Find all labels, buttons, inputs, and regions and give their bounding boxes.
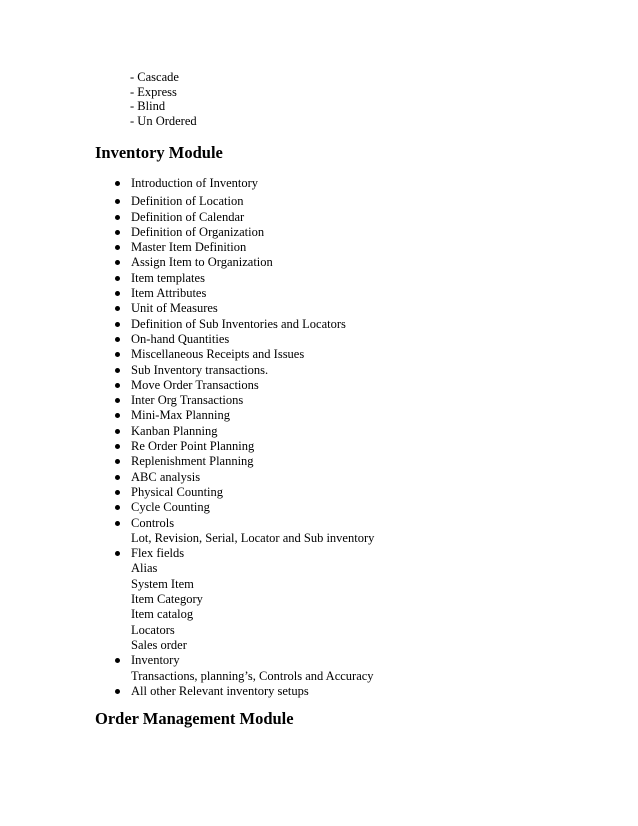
list-item [0,332,374,347]
list-item-label: Introduction of Inventory [131,176,259,190]
list-item-subline: Sales order [131,637,187,652]
list-item [0,240,374,255]
list-item-label: Sub Inventory transactions. [131,362,269,377]
list-item [0,684,374,699]
list-item-label: Definition of Sub Inventories and Locators [131,316,346,331]
list-item [0,500,374,515]
list-item [0,317,374,332]
list-item [0,653,374,684]
dash-item: - Un Ordered [130,113,197,128]
list-item [0,470,374,485]
list-item [0,194,374,209]
list-item [0,424,374,439]
list-item [0,210,374,225]
inventory-topic-list [0,176,374,699]
list-item-label: On-hand Quantities [131,331,230,346]
list-item-subline: Alias [131,561,158,576]
list-item-label: Assign Item to Organization [131,255,273,270]
bullet-icon [115,521,120,526]
list-item-subline: Locators [131,622,175,637]
bullet-icon [115,199,120,204]
bullet-icon [115,658,120,663]
inventory-module-heading: Inventory Module [95,143,223,162]
list-item-label: Inventory [131,653,180,668]
list-item-label: Controls [131,515,175,530]
list-item [0,378,374,393]
bullet-icon [115,459,120,464]
list-item [0,546,374,653]
list-item-label: Mini-Max Planning [131,408,230,423]
list-item [0,393,374,408]
list-item [0,286,374,301]
list-item-label: ABC analysis [131,469,201,484]
list-item-subline: Transactions, planning’s, Controls and Accuracy [131,668,374,683]
list-item [0,363,374,378]
bullet-icon [115,181,120,186]
list-item-label: Item templates [131,270,205,285]
bullet-icon [115,368,120,373]
list-item [0,516,374,547]
receipt-routing-list [130,70,197,128]
list-item-label: Master Item Definition [131,240,247,255]
list-item-label: Item Attributes [131,286,207,301]
dash-item: - Blind [130,99,166,114]
list-item-subline: Lot, Revision, Serial, Locator and Sub inventory [131,530,375,545]
list-item-label: Definition of Organization [131,224,265,239]
list-item-subline: Item Category [131,592,203,607]
list-item [0,485,374,500]
list-item [0,439,374,454]
list-item-label: Move Order Transactions [131,377,259,392]
list-item [0,408,374,423]
list-item-subline: Item catalog [131,607,194,622]
list-item-label: Kanban Planning [131,423,218,438]
bullet-icon [115,245,120,250]
bullet-icon [115,230,120,235]
bullet-icon [115,383,120,388]
bullet-icon [115,260,120,265]
list-item-label: Definition of Location [131,194,244,209]
bullet-icon [115,398,120,403]
bullet-icon [115,413,120,418]
list-item-subline: System Item [131,576,194,591]
bullet-icon [115,337,120,342]
bullet-icon [115,291,120,296]
dash-item: - Express [130,84,177,99]
list-item-label: Definition of Calendar [131,209,245,224]
list-item [0,347,374,362]
list-item-label: Replenishment Planning [131,454,254,469]
bullet-icon [115,689,120,694]
list-item [0,454,374,469]
list-item [0,271,374,286]
list-item [0,255,374,270]
list-item [0,225,374,240]
bullet-icon [115,475,120,480]
bullet-icon [115,429,120,434]
bullet-icon [115,490,120,495]
bullet-icon [115,444,120,449]
bullet-icon [115,215,120,220]
list-item-label: Physical Counting [131,484,224,499]
bullet-icon [115,276,120,281]
list-item [0,176,374,191]
bullet-icon [115,551,120,556]
list-item-label: Re Order Point Planning [131,439,255,454]
list-item-label: Unit of Measures [131,301,218,316]
bullet-icon [115,505,120,510]
list-item-label: Miscellaneous Receipts and Issues [131,347,305,362]
order-management-module-heading: Order Management Module [95,709,294,728]
list-item-label: Flex fields [131,546,185,561]
bullet-icon [115,306,120,311]
list-item-label: Inter Org Transactions [131,393,244,408]
list-item-label: Cycle Counting [131,500,210,515]
dash-item: - Cascade [130,70,179,84]
bullet-icon [115,322,120,327]
bullet-icon [115,352,120,357]
list-item-label: All other Relevant inventory setups [131,683,309,698]
list-item [0,301,374,316]
